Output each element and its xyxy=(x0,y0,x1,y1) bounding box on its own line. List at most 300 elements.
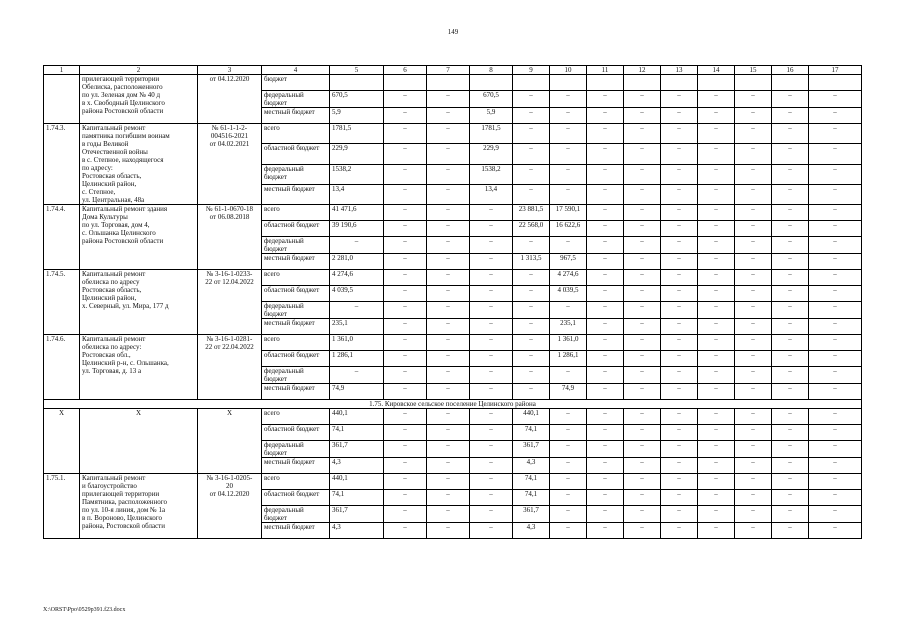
value-cell: – xyxy=(735,164,772,184)
value-cell: – xyxy=(735,425,772,441)
value-cell: – xyxy=(735,302,772,319)
column-header: 5 xyxy=(330,66,384,75)
value-cell: – xyxy=(470,474,513,490)
value-cell: – xyxy=(772,474,809,490)
value-cell: – xyxy=(587,108,624,124)
description-line: Капитальный ремонт xyxy=(82,474,146,482)
column-header: 1 xyxy=(44,66,80,75)
value-cell: – xyxy=(809,384,862,400)
value-cell: – xyxy=(624,441,661,458)
funding-source: местный бюджет xyxy=(262,458,330,474)
document-number xyxy=(198,270,262,335)
value-cell: 229,9 xyxy=(470,144,513,164)
value-cell: – xyxy=(735,506,772,523)
value-cell: 5,9 xyxy=(470,108,513,124)
funding-source: областной бюджет xyxy=(262,221,330,237)
value-cell: – xyxy=(427,367,470,384)
section-title: 1.75. Кировское сельское поселение Целинского района xyxy=(44,400,862,409)
funding-source: федеральный бюджет xyxy=(262,367,330,384)
value-cell: – xyxy=(809,319,862,335)
value-cell: – xyxy=(772,335,809,351)
value-cell: – xyxy=(698,490,735,506)
funding-source: местный бюджет xyxy=(262,319,330,335)
value-cell: – xyxy=(772,270,809,286)
value-cell: – xyxy=(550,91,587,108)
value-cell: – xyxy=(587,237,624,254)
column-header: 12 xyxy=(624,66,661,75)
value-cell: – xyxy=(661,409,698,425)
value-cell: – xyxy=(513,164,550,184)
value-cell: – xyxy=(550,124,587,144)
value-cell: – xyxy=(772,221,809,237)
value-cell: – xyxy=(772,124,809,144)
value-cell: – xyxy=(698,221,735,237)
item-number: 1.75.1. xyxy=(44,474,80,539)
description-line: района Ростовской области xyxy=(82,237,164,245)
value-cell: 74,1 xyxy=(513,425,550,441)
value-cell: – xyxy=(513,184,550,204)
value-cell: – xyxy=(550,474,587,490)
funding-source: федеральный бюджет xyxy=(262,441,330,458)
value-cell: 4,3 xyxy=(513,458,550,474)
value-cell: – xyxy=(698,108,735,124)
value-cell: – xyxy=(661,91,698,108)
description-line: и благоустройство xyxy=(82,482,137,490)
value-cell: – xyxy=(470,237,513,254)
value-cell: – xyxy=(427,458,470,474)
value-cell: – xyxy=(513,384,550,400)
value-cell xyxy=(698,75,735,91)
value-cell: 4 274,6 xyxy=(330,270,384,286)
value-cell: – xyxy=(772,91,809,108)
value-cell: – xyxy=(809,490,862,506)
value-cell: – xyxy=(809,506,862,523)
value-cell: – xyxy=(587,490,624,506)
column-header: 15 xyxy=(735,66,772,75)
object-description xyxy=(80,205,198,270)
value-cell: – xyxy=(772,425,809,441)
funding-source: местный бюджет xyxy=(262,523,330,539)
value-cell: – xyxy=(624,108,661,124)
value-cell: – xyxy=(698,425,735,441)
value-cell: – xyxy=(427,302,470,319)
description-line: прилегающей территории xyxy=(82,490,160,498)
value-cell: – xyxy=(624,302,661,319)
value-cell: – xyxy=(624,184,661,204)
value-cell: – xyxy=(624,409,661,425)
description-line: по ул. Зеленая дом № 40 д xyxy=(82,91,161,99)
object-description xyxy=(80,409,198,474)
value-cell xyxy=(427,75,470,91)
value-cell: – xyxy=(427,523,470,539)
funding-source: всего xyxy=(262,335,330,351)
value-cell: – xyxy=(698,351,735,367)
value-cell: – xyxy=(550,144,587,164)
value-cell: – xyxy=(513,124,550,144)
value-cell: – xyxy=(661,474,698,490)
value-cell: 39 190,6 xyxy=(330,221,384,237)
document-line: X xyxy=(226,409,233,417)
column-header: 11 xyxy=(587,66,624,75)
value-cell: – xyxy=(624,351,661,367)
value-cell: – xyxy=(661,384,698,400)
value-cell: – xyxy=(587,270,624,286)
value-cell: – xyxy=(698,184,735,204)
page-number: 149 xyxy=(447,28,459,36)
value-cell: – xyxy=(624,458,661,474)
value-cell: – xyxy=(624,523,661,539)
value-cell: – xyxy=(624,286,661,302)
value-cell: – xyxy=(550,237,587,254)
object-description xyxy=(80,474,198,539)
item-number: 1.74.6. xyxy=(44,335,80,400)
value-cell: – xyxy=(809,237,862,254)
funding-source: всего xyxy=(262,270,330,286)
column-header: 4 xyxy=(262,66,330,75)
value-cell: – xyxy=(470,506,513,523)
document-line: 20 xyxy=(226,482,233,490)
value-cell: – xyxy=(698,506,735,523)
value-cell: – xyxy=(384,367,427,384)
item-number: 1.74.5. xyxy=(44,270,80,335)
value-cell: – xyxy=(698,205,735,221)
value-cell: – xyxy=(384,458,427,474)
document-number xyxy=(198,124,262,205)
funding-source: областной бюджет xyxy=(262,351,330,367)
value-cell: – xyxy=(513,108,550,124)
value-cell: 670,5 xyxy=(330,91,384,108)
column-header: 3 xyxy=(198,66,262,75)
value-cell: – xyxy=(624,124,661,144)
value-cell: – xyxy=(587,474,624,490)
value-cell: 22 568,0 xyxy=(513,221,550,237)
value-cell: – xyxy=(661,367,698,384)
value-cell xyxy=(624,75,661,91)
value-cell: – xyxy=(587,302,624,319)
value-cell: – xyxy=(427,474,470,490)
value-cell: – xyxy=(661,506,698,523)
budget-table xyxy=(43,65,862,539)
value-cell: – xyxy=(809,425,862,441)
object-description xyxy=(80,124,198,205)
value-cell xyxy=(513,75,550,91)
funding-source: местный бюджет xyxy=(262,384,330,400)
description-line: в х. Свободный Целинского xyxy=(82,99,165,107)
description-line: х. Северный, ул. Мира, 177 д xyxy=(82,302,169,310)
value-cell: – xyxy=(550,490,587,506)
description-line: Памятника, расположенного xyxy=(82,498,167,506)
funding-source: областной бюджет xyxy=(262,425,330,441)
value-cell: – xyxy=(661,184,698,204)
funding-source: федеральный бюджет xyxy=(262,506,330,523)
value-cell: – xyxy=(698,144,735,164)
value-cell: – xyxy=(698,302,735,319)
description-line: района, Ростовской области xyxy=(82,522,165,530)
value-cell xyxy=(550,75,587,91)
document-line: № 61-1-1-2- xyxy=(211,124,248,132)
value-cell: – xyxy=(735,319,772,335)
value-cell: – xyxy=(470,254,513,270)
value-cell: – xyxy=(550,506,587,523)
description-line: Обелиска, расположенного xyxy=(82,83,163,91)
value-cell: – xyxy=(661,319,698,335)
value-cell: 967,5 xyxy=(550,254,587,270)
value-cell: 4 274,6 xyxy=(550,270,587,286)
value-cell: – xyxy=(772,384,809,400)
value-cell: – xyxy=(587,384,624,400)
value-cell: – xyxy=(550,108,587,124)
value-cell: – xyxy=(772,367,809,384)
value-cell: – xyxy=(330,237,384,254)
value-cell: – xyxy=(809,108,862,124)
value-cell: – xyxy=(587,319,624,335)
value-cell: – xyxy=(550,164,587,184)
value-cell: – xyxy=(735,221,772,237)
value-cell: – xyxy=(661,164,698,184)
value-cell: – xyxy=(587,458,624,474)
value-cell: – xyxy=(735,108,772,124)
value-cell: 23 881,5 xyxy=(513,205,550,221)
value-cell: 229,9 xyxy=(330,144,384,164)
value-cell: – xyxy=(772,286,809,302)
table-row xyxy=(44,270,862,286)
value-cell: – xyxy=(735,270,772,286)
value-cell: – xyxy=(427,506,470,523)
item-number: X xyxy=(44,409,80,474)
value-cell: – xyxy=(772,254,809,270)
value-cell: – xyxy=(513,237,550,254)
value-cell: – xyxy=(624,490,661,506)
value-cell: 4,3 xyxy=(513,523,550,539)
value-cell: – xyxy=(735,409,772,425)
value-cell: 74,1 xyxy=(513,474,550,490)
document-line: № 3-16-1-0233- xyxy=(206,270,253,278)
value-cell: – xyxy=(772,490,809,506)
value-cell: 1 286,1 xyxy=(550,351,587,367)
value-cell: – xyxy=(427,124,470,144)
value-cell: – xyxy=(735,523,772,539)
value-cell: – xyxy=(661,302,698,319)
value-cell: – xyxy=(384,221,427,237)
value-cell xyxy=(809,75,862,91)
value-cell: – xyxy=(624,474,661,490)
value-cell: 361,7 xyxy=(513,506,550,523)
value-cell: – xyxy=(470,270,513,286)
funding-source: всего xyxy=(262,474,330,490)
value-cell: 1781,5 xyxy=(330,124,384,144)
value-cell: – xyxy=(330,302,384,319)
value-cell: – xyxy=(384,335,427,351)
description-line: ул. Торговая, д. 13 а xyxy=(82,367,142,375)
value-cell: 13,4 xyxy=(470,184,513,204)
value-cell: – xyxy=(809,205,862,221)
column-header: 14 xyxy=(698,66,735,75)
value-cell: – xyxy=(587,221,624,237)
value-cell: – xyxy=(661,425,698,441)
value-cell: – xyxy=(809,302,862,319)
value-cell: – xyxy=(384,409,427,425)
value-cell: – xyxy=(427,108,470,124)
value-cell: – xyxy=(661,108,698,124)
value-cell: 74,1 xyxy=(330,425,384,441)
description-line: Целинский район, xyxy=(82,294,137,302)
description-line: по ул. Торговая, дом 4, xyxy=(82,221,150,229)
value-cell: 1 313,5 xyxy=(513,254,550,270)
value-cell: – xyxy=(698,164,735,184)
description-line: памятника погибшим воинам xyxy=(82,132,170,140)
document-number xyxy=(198,75,262,124)
value-cell: – xyxy=(661,441,698,458)
value-cell: – xyxy=(470,319,513,335)
value-cell: – xyxy=(384,108,427,124)
document-line: от 04.12.2020 xyxy=(209,75,250,83)
description-line: Ростовская область, xyxy=(82,172,142,180)
value-cell: – xyxy=(735,254,772,270)
column-header: 10 xyxy=(550,66,587,75)
value-cell: – xyxy=(427,319,470,335)
document-line: 22 от 12.04.2022 xyxy=(205,278,254,286)
value-cell: – xyxy=(384,205,427,221)
funding-source: областной бюджет xyxy=(262,490,330,506)
column-header: 16 xyxy=(772,66,809,75)
value-cell: – xyxy=(384,144,427,164)
document-number xyxy=(198,205,262,270)
value-cell: – xyxy=(513,91,550,108)
value-cell: 4 039,5 xyxy=(550,286,587,302)
table-row xyxy=(44,335,862,351)
funding-source: федеральный бюджет xyxy=(262,237,330,254)
object-description xyxy=(80,270,198,335)
value-cell: – xyxy=(735,184,772,204)
value-cell: – xyxy=(624,205,661,221)
value-cell: – xyxy=(587,523,624,539)
value-cell: – xyxy=(550,367,587,384)
value-cell: – xyxy=(735,91,772,108)
value-cell: – xyxy=(735,286,772,302)
column-header: 6 xyxy=(384,66,427,75)
value-cell: – xyxy=(330,367,384,384)
value-cell: – xyxy=(661,237,698,254)
value-cell: – xyxy=(587,254,624,270)
value-cell: – xyxy=(698,237,735,254)
value-cell: – xyxy=(384,506,427,523)
value-cell: – xyxy=(427,384,470,400)
value-cell: – xyxy=(698,91,735,108)
value-cell: – xyxy=(772,441,809,458)
value-cell: – xyxy=(735,335,772,351)
value-cell: – xyxy=(384,490,427,506)
value-cell: 235,1 xyxy=(550,319,587,335)
value-cell: – xyxy=(772,302,809,319)
description-line: Целинский р-н, с. Ольшанка, xyxy=(82,359,169,367)
value-cell: – xyxy=(772,351,809,367)
value-cell: – xyxy=(427,335,470,351)
value-cell: – xyxy=(624,254,661,270)
document-number xyxy=(198,335,262,400)
value-cell: – xyxy=(470,302,513,319)
document-line: 004516-2021 xyxy=(210,132,249,140)
value-cell: – xyxy=(772,458,809,474)
value-cell: – xyxy=(772,319,809,335)
description-line: по адресу: xyxy=(82,164,113,172)
funding-source: всего xyxy=(262,205,330,221)
value-cell: – xyxy=(698,474,735,490)
table-row xyxy=(44,124,862,144)
value-cell: – xyxy=(384,286,427,302)
value-cell: 235,1 xyxy=(330,319,384,335)
value-cell: – xyxy=(513,302,550,319)
value-cell: – xyxy=(661,351,698,367)
value-cell: – xyxy=(735,441,772,458)
table-row xyxy=(44,205,862,221)
value-cell: – xyxy=(624,367,661,384)
value-cell: – xyxy=(809,523,862,539)
funding-source: областной бюджет xyxy=(262,286,330,302)
value-cell: – xyxy=(470,490,513,506)
description-line: X xyxy=(135,409,142,417)
value-cell: 5,9 xyxy=(330,108,384,124)
value-cell: – xyxy=(470,335,513,351)
value-cell: – xyxy=(698,319,735,335)
value-cell: 74,9 xyxy=(550,384,587,400)
value-cell: – xyxy=(698,458,735,474)
header-row xyxy=(44,66,862,75)
value-cell: – xyxy=(809,458,862,474)
value-cell: – xyxy=(470,367,513,384)
value-cell: – xyxy=(661,144,698,164)
value-cell: 361,7 xyxy=(330,506,384,523)
value-cell: 670,5 xyxy=(470,91,513,108)
value-cell: – xyxy=(772,237,809,254)
value-cell: – xyxy=(427,164,470,184)
file-path-footer: X:\ORST\Ppo\0529p391.f23.docx xyxy=(43,607,126,613)
value-cell: – xyxy=(470,425,513,441)
document-line: № 3-16-1-0281- xyxy=(206,335,253,343)
value-cell: – xyxy=(587,351,624,367)
value-cell: – xyxy=(427,184,470,204)
value-cell: – xyxy=(624,270,661,286)
value-cell: – xyxy=(698,523,735,539)
value-cell: – xyxy=(772,523,809,539)
value-cell: – xyxy=(735,144,772,164)
value-cell: – xyxy=(550,458,587,474)
column-header: 8 xyxy=(470,66,513,75)
value-cell: – xyxy=(470,523,513,539)
value-cell: – xyxy=(661,335,698,351)
value-cell: – xyxy=(587,91,624,108)
value-cell: 4,3 xyxy=(330,523,384,539)
value-cell: – xyxy=(587,124,624,144)
value-cell: – xyxy=(550,184,587,204)
description-line: с. Ольшанка Целинского xyxy=(82,229,156,237)
funding-source: местный бюджет xyxy=(262,254,330,270)
description-line: прилегающей территории xyxy=(82,75,160,83)
value-cell: – xyxy=(624,319,661,335)
value-cell: – xyxy=(624,237,661,254)
document-line: от 04.12.2020 xyxy=(209,490,250,498)
value-cell: – xyxy=(384,237,427,254)
value-cell: – xyxy=(384,302,427,319)
value-cell: – xyxy=(698,286,735,302)
value-cell xyxy=(772,75,809,91)
value-cell: 1 361,0 xyxy=(550,335,587,351)
value-cell: – xyxy=(427,221,470,237)
column-header: 2 xyxy=(80,66,198,75)
value-cell: – xyxy=(427,270,470,286)
value-cell: – xyxy=(587,367,624,384)
value-cell: 74,9 xyxy=(330,384,384,400)
value-cell: – xyxy=(384,254,427,270)
